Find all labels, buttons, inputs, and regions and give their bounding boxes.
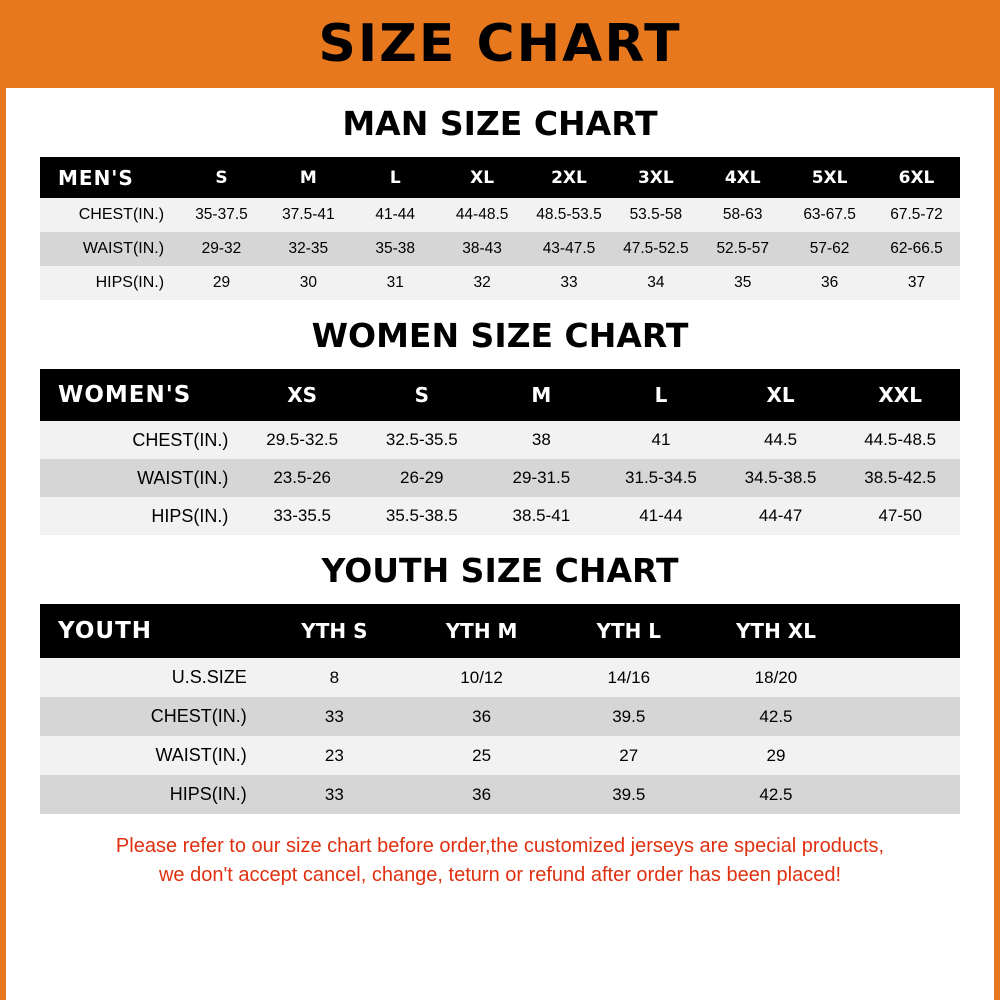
row-cell: 23.5-26 bbox=[273, 468, 332, 487]
women-header-cell: M bbox=[531, 383, 552, 407]
row-cell: 29-31.5 bbox=[512, 468, 571, 487]
row-cell: 34.5-38.5 bbox=[744, 468, 817, 487]
row-cell: 29 bbox=[212, 274, 231, 291]
row-cell: 8 bbox=[329, 667, 340, 687]
table-row bbox=[40, 697, 960, 736]
table-row bbox=[40, 198, 960, 232]
row-cell: 10/12 bbox=[460, 667, 503, 687]
men-section-title: MAN SIZE CHART bbox=[342, 104, 658, 143]
row-cell: 18/20 bbox=[754, 667, 798, 687]
row-label: CHEST(IN.) bbox=[78, 206, 165, 223]
row-label: HIPS(IN.) bbox=[95, 274, 165, 291]
youth-header-label: YOUTH bbox=[58, 618, 153, 644]
table-row bbox=[40, 736, 960, 775]
row-cell: 52.5-57 bbox=[716, 240, 770, 257]
row-cell: 38 bbox=[531, 430, 551, 449]
men-header-cell: S bbox=[215, 167, 228, 188]
row-cell: 33 bbox=[560, 274, 578, 291]
women-table-wrap bbox=[6, 369, 994, 535]
row-cell: 63-67.5 bbox=[803, 206, 856, 223]
table-row bbox=[40, 421, 960, 459]
row-cell bbox=[850, 736, 960, 775]
row-cell: 35-37.5 bbox=[195, 206, 248, 223]
youth-section-title: YOUTH SIZE CHART bbox=[321, 551, 679, 590]
row-cell: 32 bbox=[473, 274, 491, 291]
row-label: WAIST(IN.) bbox=[82, 240, 165, 257]
row-cell: 36 bbox=[472, 706, 492, 726]
row-cell: 44.5-48.5 bbox=[864, 430, 937, 449]
notice-line-1: Please refer to our size chart before order,the customized jerseys are special products, bbox=[115, 835, 885, 857]
women-header-label: WOMEN'S bbox=[58, 382, 192, 408]
youth-table-wrap bbox=[6, 604, 994, 814]
row-cell: 41-44 bbox=[375, 206, 416, 223]
row-cell: 41 bbox=[651, 430, 671, 449]
row-cell: 67.5-72 bbox=[890, 206, 943, 223]
men-header-cell: 3XL bbox=[637, 167, 674, 188]
row-cell: 58-63 bbox=[722, 206, 763, 223]
row-cell: 38.5-41 bbox=[512, 506, 571, 525]
table-row bbox=[40, 497, 960, 535]
youth-header-cell bbox=[850, 604, 960, 658]
row-cell: 34 bbox=[647, 274, 665, 291]
row-cell: 32.5-35.5 bbox=[385, 430, 458, 449]
banner bbox=[0, 0, 1000, 88]
row-cell: 27 bbox=[619, 745, 639, 765]
table-row bbox=[40, 266, 960, 300]
row-cell: 35-38 bbox=[375, 240, 416, 257]
women-header-cell: XXL bbox=[878, 383, 922, 407]
row-cell: 41-44 bbox=[639, 506, 683, 525]
youth-header-cell: YTH XL bbox=[735, 619, 816, 643]
row-cell: 44-48.5 bbox=[455, 206, 509, 223]
row-cell: 29.5-32.5 bbox=[266, 430, 339, 449]
row-label: U.S.SIZE bbox=[171, 667, 247, 687]
women-section-title: WOMEN SIZE CHART bbox=[311, 316, 689, 355]
row-label: HIPS(IN.) bbox=[151, 505, 229, 526]
men-header-cell: 5XL bbox=[811, 167, 848, 188]
row-cell: 33 bbox=[324, 706, 344, 726]
row-cell: 30 bbox=[299, 274, 317, 291]
men-header-cell: 4XL bbox=[724, 167, 761, 188]
row-label: CHEST(IN.) bbox=[132, 429, 229, 450]
notice-line-2: we don't accept cancel, change, teturn or refund after order has been placed! bbox=[158, 864, 842, 886]
table-header-row bbox=[40, 157, 960, 198]
row-cell: 44-47 bbox=[758, 506, 803, 525]
row-cell: 26-29 bbox=[400, 468, 444, 487]
row-cell: 42.5 bbox=[759, 784, 793, 804]
row-cell: 25 bbox=[472, 745, 492, 765]
men-header-cell: 2XL bbox=[551, 167, 587, 188]
row-cell: 36 bbox=[472, 784, 492, 804]
row-label: HIPS(IN.) bbox=[169, 784, 247, 804]
row-label: WAIST(IN.) bbox=[155, 745, 247, 765]
row-cell: 47.5-52.5 bbox=[623, 240, 689, 257]
women-size-table bbox=[40, 369, 960, 535]
youth-header-cell: YTH M bbox=[445, 619, 518, 643]
table-row bbox=[40, 775, 960, 814]
row-cell bbox=[850, 697, 960, 736]
row-cell: 44.5 bbox=[764, 430, 798, 449]
men-header-cell: L bbox=[389, 167, 401, 188]
row-cell: 37 bbox=[907, 274, 926, 291]
row-cell: 32-35 bbox=[288, 240, 329, 257]
row-label: WAIST(IN.) bbox=[137, 467, 229, 488]
row-cell: 39.5 bbox=[612, 706, 646, 726]
row-cell bbox=[850, 775, 960, 814]
row-cell: 48.5-53.5 bbox=[536, 206, 602, 223]
table-header-row bbox=[40, 369, 960, 421]
row-cell: 62-66.5 bbox=[890, 240, 943, 257]
notice bbox=[6, 814, 994, 890]
row-cell: 33-35.5 bbox=[273, 506, 332, 525]
row-cell: 37.5-41 bbox=[282, 206, 335, 223]
row-cell: 39.5 bbox=[612, 784, 646, 804]
row-cell: 53.5-58 bbox=[629, 206, 683, 223]
women-header-cell: XS bbox=[287, 383, 318, 407]
row-cell: 14/16 bbox=[607, 667, 651, 687]
women-header-cell: L bbox=[654, 383, 668, 407]
row-cell: 29-32 bbox=[201, 240, 242, 257]
men-header-cell: XL bbox=[470, 167, 495, 188]
row-cell: 31 bbox=[386, 274, 404, 291]
table-row bbox=[40, 232, 960, 266]
youth-size-table bbox=[40, 604, 960, 814]
men-header-label: MEN'S bbox=[58, 165, 134, 190]
women-header-cell: XL bbox=[766, 383, 795, 407]
table-row bbox=[40, 459, 960, 497]
row-cell: 42.5 bbox=[759, 706, 793, 726]
row-cell: 35.5-38.5 bbox=[385, 506, 458, 525]
row-cell: 36 bbox=[820, 274, 839, 291]
row-cell: 35 bbox=[734, 274, 752, 291]
youth-header-cell: YTH L bbox=[596, 619, 662, 643]
men-size-table bbox=[40, 157, 960, 300]
row-cell: 47-50 bbox=[878, 506, 922, 525]
row-label: CHEST(IN.) bbox=[150, 706, 247, 726]
men-table-wrap bbox=[6, 157, 994, 300]
page-title: SIZE CHART bbox=[318, 14, 682, 74]
row-cell: 43-47.5 bbox=[542, 240, 596, 257]
youth-header-cell: YTH S bbox=[301, 619, 368, 643]
table-header-row bbox=[40, 604, 960, 658]
row-cell: 38-43 bbox=[462, 240, 502, 257]
men-header-cell: M bbox=[299, 167, 317, 188]
row-cell: 33 bbox=[324, 784, 344, 804]
row-cell: 31.5-34.5 bbox=[625, 468, 697, 487]
row-cell: 29 bbox=[766, 745, 786, 765]
row-cell: 38.5-42.5 bbox=[864, 468, 937, 487]
row-cell: 57-62 bbox=[809, 240, 850, 257]
row-cell bbox=[850, 658, 960, 697]
men-header-cell: 6XL bbox=[898, 167, 935, 188]
table-row bbox=[40, 658, 960, 697]
women-header-cell: S bbox=[414, 383, 429, 407]
row-cell: 23 bbox=[324, 745, 344, 765]
